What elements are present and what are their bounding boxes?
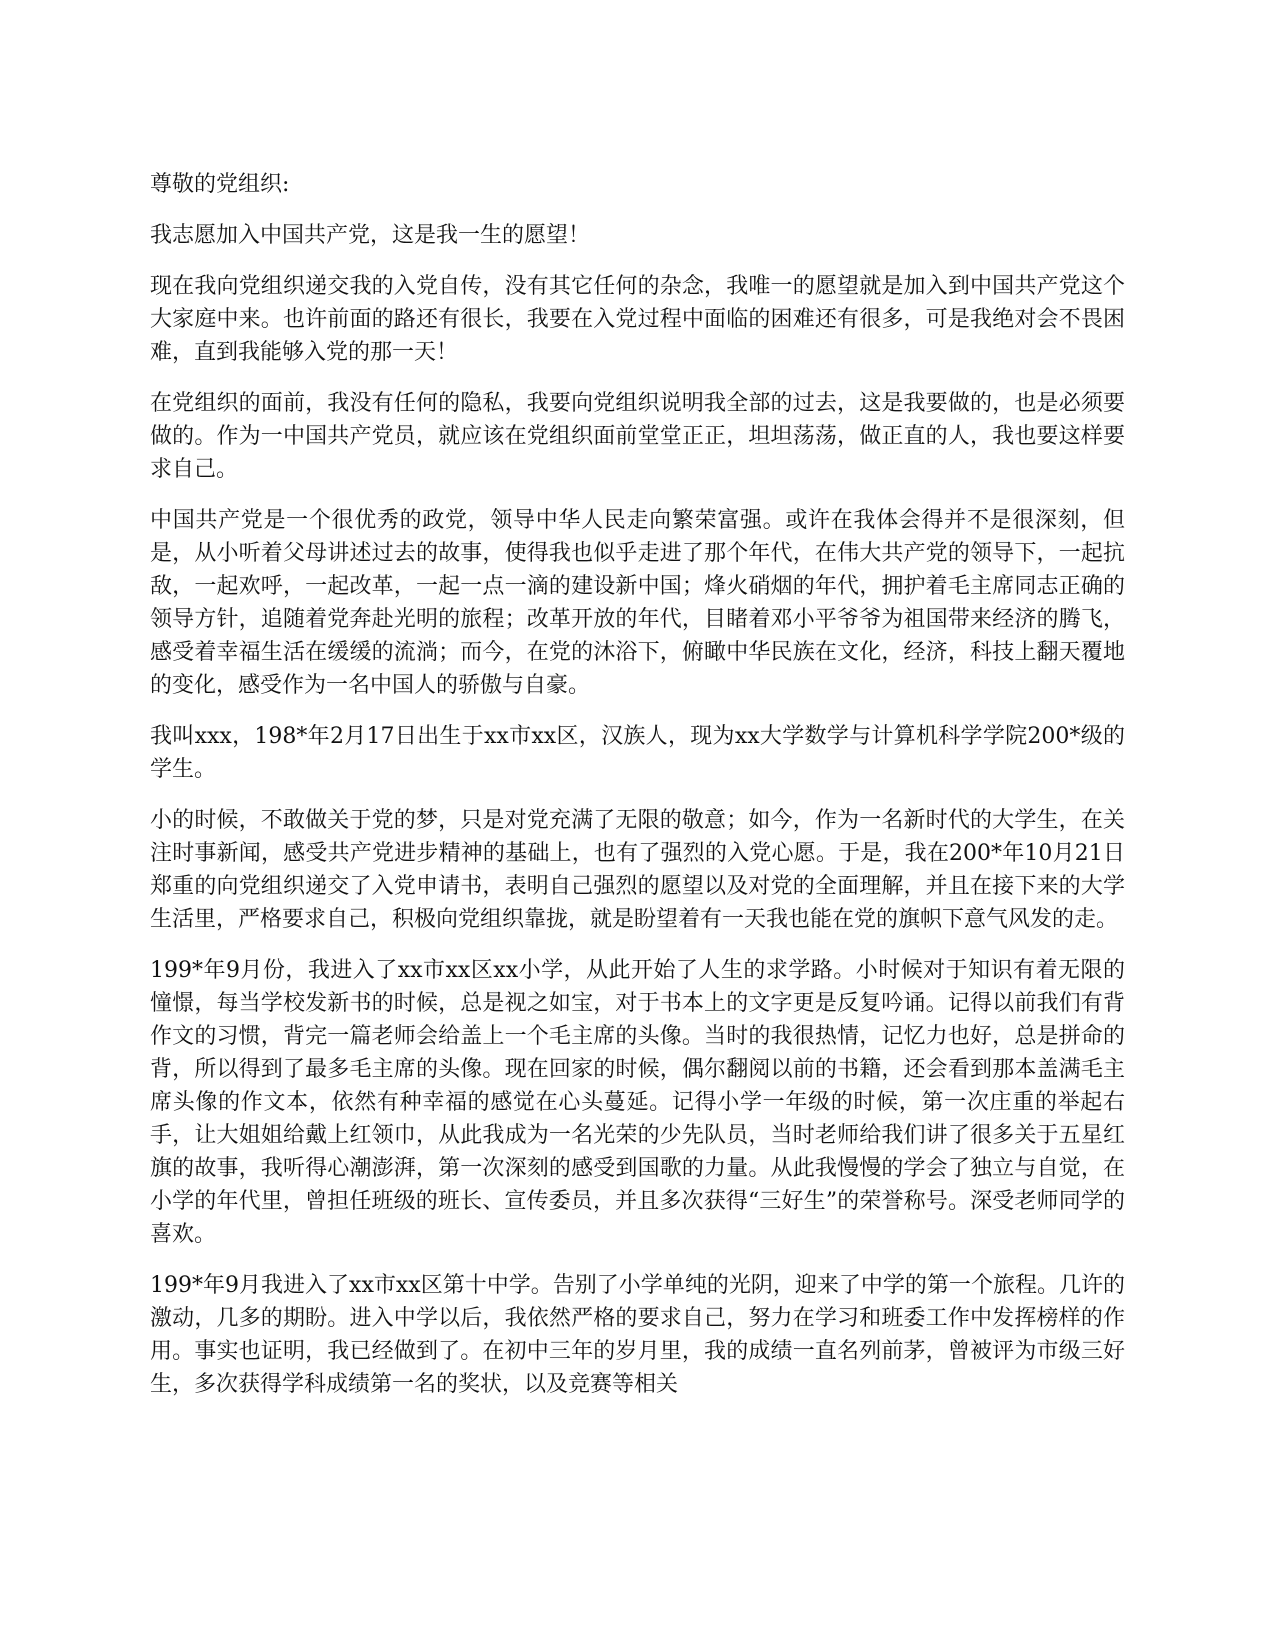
paragraph: 我叫xxx，198*年2月17日出生于xx市xx区，汉族人，现为xx大学数学与计算机科学学院200*级的学生。: [150, 724, 1125, 782]
salutation: 尊敬的党组织:: [150, 172, 290, 197]
paragraph: 199*年9月份，我进入了xx市xx区xx小学，从此开始了人生的求学路。小时候对于知识有着无限的憧憬，每当学校发新书的时候，总是视之如宝，对于书本上的文字更是反复吟诵。记得以前我们有背作文的习惯，背完一篇老师会给盖上一个毛主席的头像。当时的我很热情，记忆力也好，总是拼命的背，所以得到了最多毛主席的头像。现在回家的时候，偶尔翻阅以前的书籍，还会看到那本盖满毛主席头像的作文本，依然有种幸福的感觉在心头蔓延。记得小学一年级的时候，第一次庄重的举起右手，让大姐姐给戴上红领巾，从此我成为一名光荣的少先队员，当时老师给我们讲了很多关于五星红旗的故事，我听得心潮澎湃，第一次深刻的感受到国歌的力量。从此我慢慢的学会了独立与自觉，在小学的年代里，曾担任班级的班长、宣传委员，并且多次获得“三好生”的荣誉称号。深受老师同学的喜欢。: [150, 958, 1125, 1247]
paragraph: 我志愿加入中国共产党，这是我一生的愿望！: [150, 223, 591, 248]
paragraph: 小的时候，不敢做关于党的梦，只是对党充满了无限的敬意；如今，作为一名新时代的大学生，在关注时事新闻，感受共产党进步精神的基础上，也有了强烈的入党心愿。于是，我在200*年10月21日郑重的向党组织递交了入党申请书，表明自己强烈的愿望以及对党的全面理解，并且在接下来的大学生活里，严格要求自己，积极向党组织靠拢，就是盼望着有一天我也能在党的旗帜下意气风发的走。: [150, 808, 1125, 932]
document-page: [150, 0, 1125, 1419]
paragraph: 中国共产党是一个很优秀的政党，领导中华人民走向繁荣富强。或许在我体会得并不是很深刻，但是，从小听着父母讲述过去的故事，使得我也似乎走进了那个年代，在伟大共产党的领导下，一起抗敌，一起欢呼，一起改革，一起一点一滴的建设新中国；烽火硝烟的年代，拥护着毛主席同志正确的领导方针，追随着党奔赴光明的旅程；改革开放的年代，目睹着邓小平爷爷为祖国带来经济的腾飞，感受着幸福生活在缓缓的流淌；而今，在党的沐浴下，俯瞰中华民族在文化，经济，科技上翻天覆地的变化，感受作为一名中国人的骄傲与自豪。: [150, 508, 1125, 698]
paragraph: 199*年9月我进入了xx市xx区第十中学。告别了小学单纯的光阴，迎来了中学的第一个旅程。几许的激动，几多的期盼。进入中学以后，我依然严格的要求自己，努力在学习和班委工作中发挥榜样的作用。事实也证明，我已经做到了。在初中三年的岁月里，我的成绩一直名列前茅，曾被评为市级三好生，多次获得学科成绩第一名的奖状，以及竞赛等相关: [150, 1273, 1125, 1397]
paragraph: 现在我向党组织递交我的入党自传，没有其它任何的杂念，我唯一的愿望就是加入到中国共产党这个大家庭中来。也许前面的路还有很长，我要在入党过程中面临的困难还有很多，可是我绝对会不畏困难，直到我能够入党的那一天！: [150, 274, 1125, 365]
paragraph: 在党组织的面前，我没有任何的隐私，我要向党组织说明我全部的过去，这是我要做的，也是必须要做的。作为一中国共产党员，就应该在党组织面前堂堂正正，坦坦荡荡，做正直的人，我也要这样要求自己。: [150, 391, 1125, 482]
